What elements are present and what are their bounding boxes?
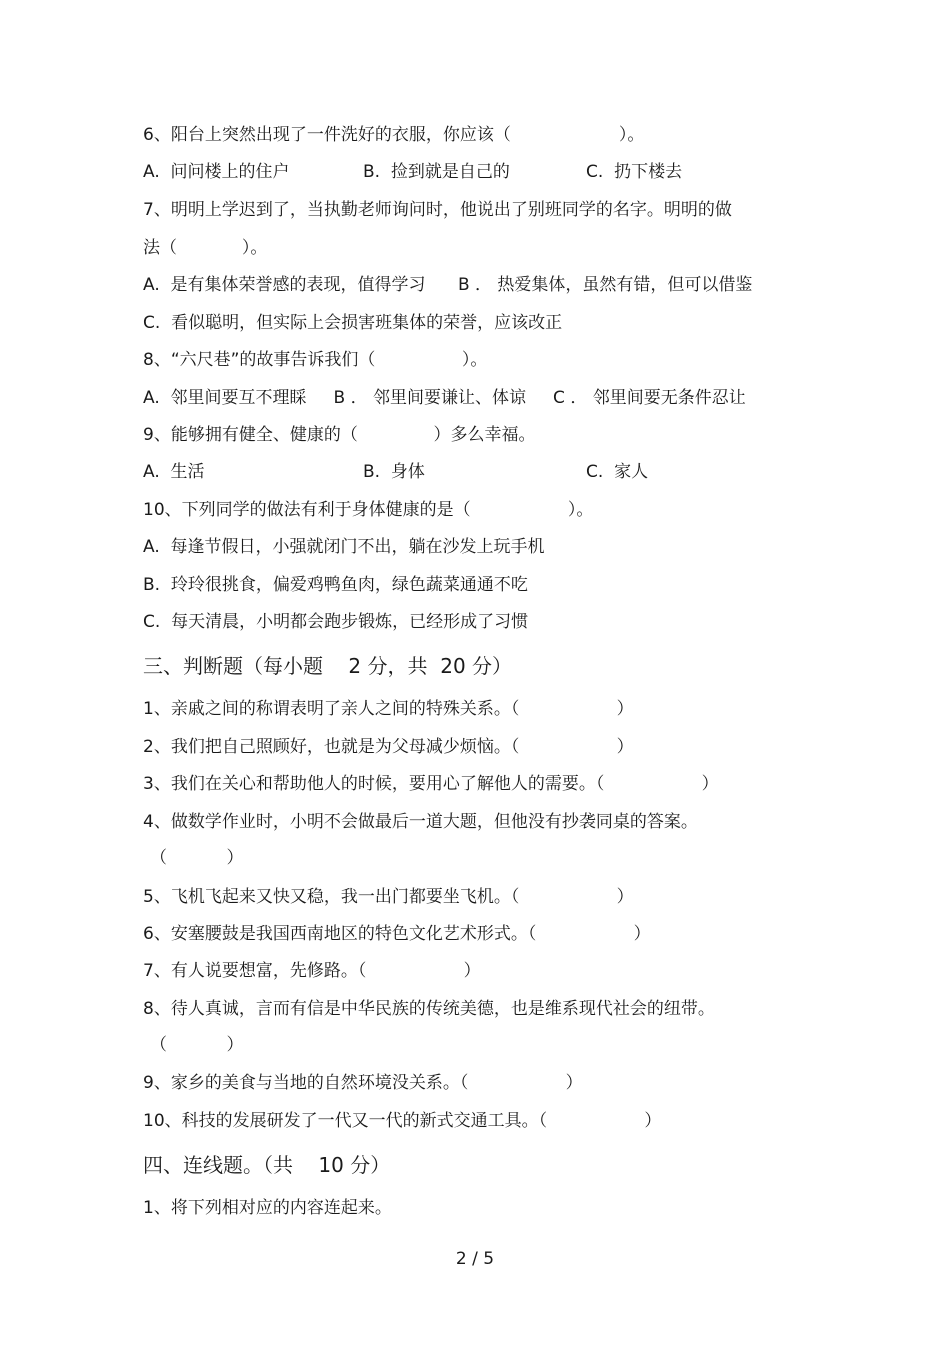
question-8-stem: 8、“六尺巷”的故事告诉我们（ ）。	[143, 350, 488, 370]
question-10-stem: 10、下列同学的做法有利于身体健康的是（ ）。	[143, 500, 594, 520]
judgement-item-3: 3、我们在关心和帮助他人的时候，要用心了解他人的需要。（ ）	[143, 774, 719, 794]
judgement-item-4: 4、做数学作业时，小明不会做最后一道大题，但他没有抄袭同桌的答案。	[143, 812, 698, 832]
page-number: 2 / 5	[455, 1249, 495, 1269]
q9-option-c: C. 家人	[586, 462, 649, 482]
judgement-item-5: 5、飞机飞起来又快又稳，我一出门都要坐飞机。（ ）	[143, 887, 634, 907]
q9-option-b: B. 身体	[363, 462, 425, 482]
q7-options-ab: A. 是有集体荣誉感的表现，值得学习 B ． 热爱集体，虽然有错，但可以借鉴	[143, 275, 753, 295]
judgement-item-7: 7、有人说要想富，先修路。（ ）	[143, 961, 481, 981]
question-6-options	[143, 160, 843, 184]
q6-option-a: A. 问问楼上的住户	[143, 162, 290, 182]
judgement-item-4-answer: （ ）	[150, 848, 244, 868]
matching-item-1: 1、将下列相对应的内容连起来。	[143, 1198, 392, 1218]
question-9-stem: 9、能够拥有健全、健康的（ ）多么幸福。	[143, 425, 536, 445]
section-3-title: 三、判断题（每小题 2 分，共 20 分）	[143, 654, 513, 678]
judgement-item-9: 9、家乡的美食与当地的自然环境没关系。（ ）	[143, 1073, 583, 1093]
q10-option-a: A. 每逢节假日，小强就闭门不出，躺在沙发上玩手机	[143, 537, 545, 557]
question-9-options	[143, 460, 843, 484]
q10-option-b: B. 玲玲很挑食，偏爱鸡鸭鱼肉，绿色蔬菜通通不吃	[143, 575, 528, 595]
judgement-item-6: 6、安塞腰鼓是我国西南地区的特色文化艺术形式。（ ）	[143, 924, 651, 944]
question-7-stem-line1: 7、明明上学迟到了，当执勤老师询问时，他说出了别班同学的名字。明明的做	[143, 200, 732, 220]
judgement-item-1: 1、亲戚之间的称谓表明了亲人之间的特殊关系。（ ）	[143, 699, 634, 719]
q8-options: A. 邻里间要互不理睬 B ． 邻里间要谦让、体谅 C ． 邻里间要无条件忍让	[143, 388, 746, 408]
q10-option-c: C. 每天清晨，小明都会跑步锻炼，已经形成了习惯	[143, 612, 529, 632]
q6-option-c: C. 扔下楼去	[586, 162, 683, 182]
q7-option-c: C. 看似聪明，但实际上会损害班集体的荣誉，应该改正	[143, 313, 563, 333]
judgement-item-2: 2、我们把自己照顾好，也就是为父母减少烦恼。（ ）	[143, 737, 634, 757]
q6-option-b: B. 捡到就是自己的	[363, 162, 510, 182]
question-7-stem-line2: 法（ ）。	[143, 238, 268, 258]
q9-option-a: A. 生活	[143, 462, 205, 482]
judgement-item-8-answer: （ ）	[150, 1035, 244, 1055]
section-4-title: 四、连线题。（共 10 分）	[143, 1153, 391, 1177]
judgement-item-8: 8、待人真诚，言而有信是中华民族的传统美德，也是维系现代社会的纽带。	[143, 999, 715, 1019]
question-6-stem: 6、阳台上突然出现了一件洗好的衣服，你应该（ ）。	[143, 125, 645, 145]
judgement-item-10: 10、科技的发展研发了一代又一代的新式交通工具。（ ）	[143, 1111, 662, 1131]
